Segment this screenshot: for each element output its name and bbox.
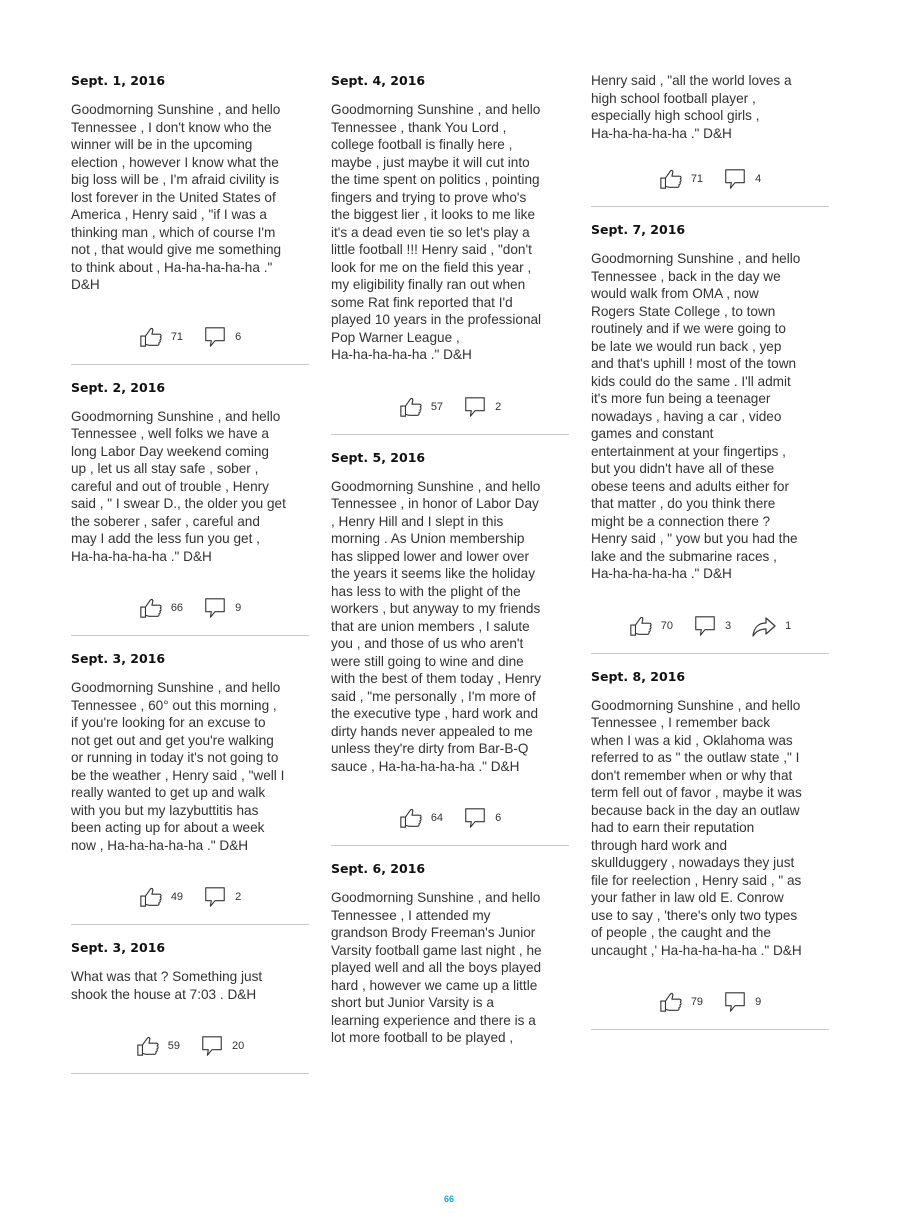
thumbs-up-icon xyxy=(136,1034,160,1058)
like-stat[interactable] xyxy=(399,806,443,830)
post-stats xyxy=(591,987,829,1017)
post-date: Sept. 6, 2016 xyxy=(331,861,426,876)
thumbs-up-icon xyxy=(659,167,683,191)
post xyxy=(331,449,569,847)
post-continuation xyxy=(591,72,829,207)
like-count: 57 xyxy=(430,400,444,413)
post xyxy=(71,650,309,925)
comment-count: 9 xyxy=(755,996,762,1008)
comment-stat[interactable] xyxy=(463,395,501,419)
comment-icon xyxy=(463,395,487,419)
like-count: 71 xyxy=(170,330,184,343)
thumbs-up-icon xyxy=(399,806,423,830)
like-stat[interactable] xyxy=(136,1034,180,1058)
comment-icon xyxy=(203,596,227,620)
like-stat[interactable] xyxy=(139,325,183,349)
post-text: Goodmorning Sunshine , and hello Tennessee , I attended my grandson Brody Freeman's Junior Varsity football game last night , he played well and all the boys played hard , however we came up a little short but Junior Varsity is a learning experience and there is a lot more football to be played , xyxy=(331,890,542,1045)
post xyxy=(71,72,309,365)
thumbs-up-icon xyxy=(139,596,163,620)
comment-stat[interactable] xyxy=(723,990,761,1014)
post-date: Sept. 2, 2016 xyxy=(71,379,166,395)
post-date: Sept. 3, 2016 xyxy=(71,651,166,666)
post-date: Sept. 5, 2016 xyxy=(331,449,426,465)
post-date: Sept. 1, 2016 xyxy=(71,73,166,88)
post-continued xyxy=(331,860,569,1047)
comment-stat[interactable] xyxy=(203,596,241,620)
post-text: Goodmorning Sunshine , and hello Tennessee , in honor of Labor Day , Henry Hill and I slept in this morning . As Union membership has slipped lower and lower over the years it seems like the holiday has less to with the plight of the workers , but anyway to my friends that are union members , I salute you , and those of us who aren't were still going to wine and dine with the best of them today , Henry said , "me personally , I'm more of the executive type , hard work and dirty hands never appealed to me unless they're dirty from Bar-B-Q sauce , Ha-ha-ha-ha-ha ." D&H xyxy=(331,478,542,774)
comment-icon xyxy=(463,806,487,830)
comment-icon xyxy=(723,167,747,191)
like-count: 79 xyxy=(690,996,704,1008)
comment-count: 6 xyxy=(495,812,502,824)
post-date: Sept. 7, 2016 xyxy=(591,222,686,237)
comment-icon xyxy=(203,885,227,909)
comment-stat[interactable] xyxy=(203,885,241,909)
post-date: Sept. 8, 2016 xyxy=(591,668,686,684)
share-icon xyxy=(751,614,777,638)
thumbs-up-icon xyxy=(139,885,163,909)
thumbs-up-icon xyxy=(629,614,653,638)
share-count: 1 xyxy=(785,619,792,632)
comment-icon xyxy=(723,990,747,1014)
post-text: Goodmorning Sunshine , and hello Tennessee , I don't know who the winner will be in the upcoming election , however I know what the big loss will be , I'm afraid civility is lost forever in the United States of America , Henry said , "if I was a thinking man , which of course I'm not , that would give me something to think about , Ha-ha-ha-ha-ha ." D&H xyxy=(71,102,282,292)
comment-count: 3 xyxy=(725,619,732,632)
like-count: 64 xyxy=(430,812,444,824)
page-number: 66 xyxy=(443,1194,454,1204)
post-text: What was that ? Something just shook the house at 7:03 . D&H xyxy=(71,969,263,1002)
like-count: 71 xyxy=(690,173,704,185)
column-3 xyxy=(591,66,829,1044)
post xyxy=(71,939,309,1074)
post-stats xyxy=(71,322,309,352)
like-stat[interactable] xyxy=(659,990,703,1014)
like-stat[interactable] xyxy=(139,596,183,620)
like-count: 70 xyxy=(660,619,673,632)
thumbs-up-icon xyxy=(139,325,163,349)
thumbs-up-icon xyxy=(399,395,423,419)
thumbs-up-icon xyxy=(659,990,683,1014)
comment-icon xyxy=(203,325,227,349)
post-stats xyxy=(71,1031,309,1061)
like-count: 59 xyxy=(167,1040,180,1052)
comment-count: 2 xyxy=(495,400,502,413)
post-stats xyxy=(71,593,309,623)
post xyxy=(331,72,569,435)
post-text: Goodmorning Sunshine , and hello Tennessee , I remember back when I was a kid , Oklahoma was referred to as " the outlaw state ," I don't remember when or why that term fell out of favor , maybe it was because back in the day an outlaw had to earn their reputation through hard work and skullduggery , nowadays they just file for reelection , Henry said , " as your father in law old E. Conrow use to say , 'there's only two types of people , the caught and the uncaught ,' Ha-ha-ha-ha-ha ." D&H xyxy=(591,697,802,958)
post-stats xyxy=(591,164,829,194)
post xyxy=(591,221,829,654)
comment-stat[interactable] xyxy=(203,325,241,349)
post-stats xyxy=(331,803,569,833)
post-text: Goodmorning Sunshine , and hello Tennessee , thank You Lord , college football is finally here , maybe , just maybe it will cut into the time spent on politics , pointing fingers and trying to prove who's the biggest lier , it looks to me like it's a dead even tie so let's play a little football !!! Henry said , "don't look for me on the field this year , my eligibility finally ran out when some Rat fink reported that I'd played 10 years in the professional Pop Warner League , Ha-ha-ha-ha-ha ." D&H xyxy=(331,102,542,362)
like-count: 49 xyxy=(170,891,184,903)
post xyxy=(71,379,309,637)
like-stat[interactable] xyxy=(659,167,703,191)
comment-stat[interactable] xyxy=(693,614,731,638)
comment-count: 6 xyxy=(235,330,242,343)
comment-icon xyxy=(693,614,717,638)
post-stats xyxy=(331,392,569,422)
post-text: Goodmorning Sunshine , and hello Tennessee , 60° out this morning , if you're looking for an excuse to not get out and get you're walking or running in today it's not going to be the weather , Henry said , "well I really wanted to get up and walk with you but my lazybuttitis has been acting up for about a week now , Ha-ha-ha-ha-ha ." D&H xyxy=(71,680,285,853)
comment-count: 4 xyxy=(755,173,762,185)
comment-stat[interactable] xyxy=(723,167,761,191)
column-2 xyxy=(331,66,569,1047)
share-stat[interactable] xyxy=(751,614,791,638)
column-1 xyxy=(71,66,309,1088)
post-date: Sept. 4, 2016 xyxy=(331,73,426,88)
like-stat[interactable] xyxy=(399,395,443,419)
like-count: 66 xyxy=(170,602,184,614)
comment-count: 9 xyxy=(235,602,242,614)
post-date: Sept. 3, 2016 xyxy=(71,940,166,955)
comment-stat[interactable] xyxy=(463,806,501,830)
comment-icon xyxy=(200,1034,224,1058)
comment-count: 2 xyxy=(235,891,242,903)
post-text: Goodmorning Sunshine , and hello Tennessee , back in the day we would walk from OMA , now Rogers State College , to town routinely and if we were going to be late we would run back , yep and that's uphill ! most of the town kids could do the same . I'll admit it's more fun being a teenager nowadays , having a car , video games and constant entertainment at your fingertips , but you didn't have all of these obese teens and adults either for that matter , do you think there might be a connection there ? Henry said , " yow but you had the lake and the submarine races , Ha-ha-ha-ha-ha ." D&H xyxy=(591,251,801,581)
like-stat[interactable] xyxy=(139,885,183,909)
post-stats xyxy=(71,882,309,912)
post-text: Goodmorning Sunshine , and hello Tennessee , well folks we have a long Labor Day weekend coming up , let us all stay safe , sober , careful and out of trouble , Henry said , " I swear D., the older you get the soberer , safer , careful and may I add the less fun you get , Ha-ha-ha-ha-ha ." D&H xyxy=(71,408,286,564)
comment-count: 20 xyxy=(232,1040,245,1052)
post-stats xyxy=(591,611,829,641)
comment-stat[interactable] xyxy=(200,1034,244,1058)
post-text: Henry said , "all the world loves a high school football player , especially high school girls , Ha-ha-ha-ha-ha ." D&H xyxy=(591,73,792,141)
post xyxy=(591,668,829,1031)
like-stat[interactable] xyxy=(629,614,673,638)
